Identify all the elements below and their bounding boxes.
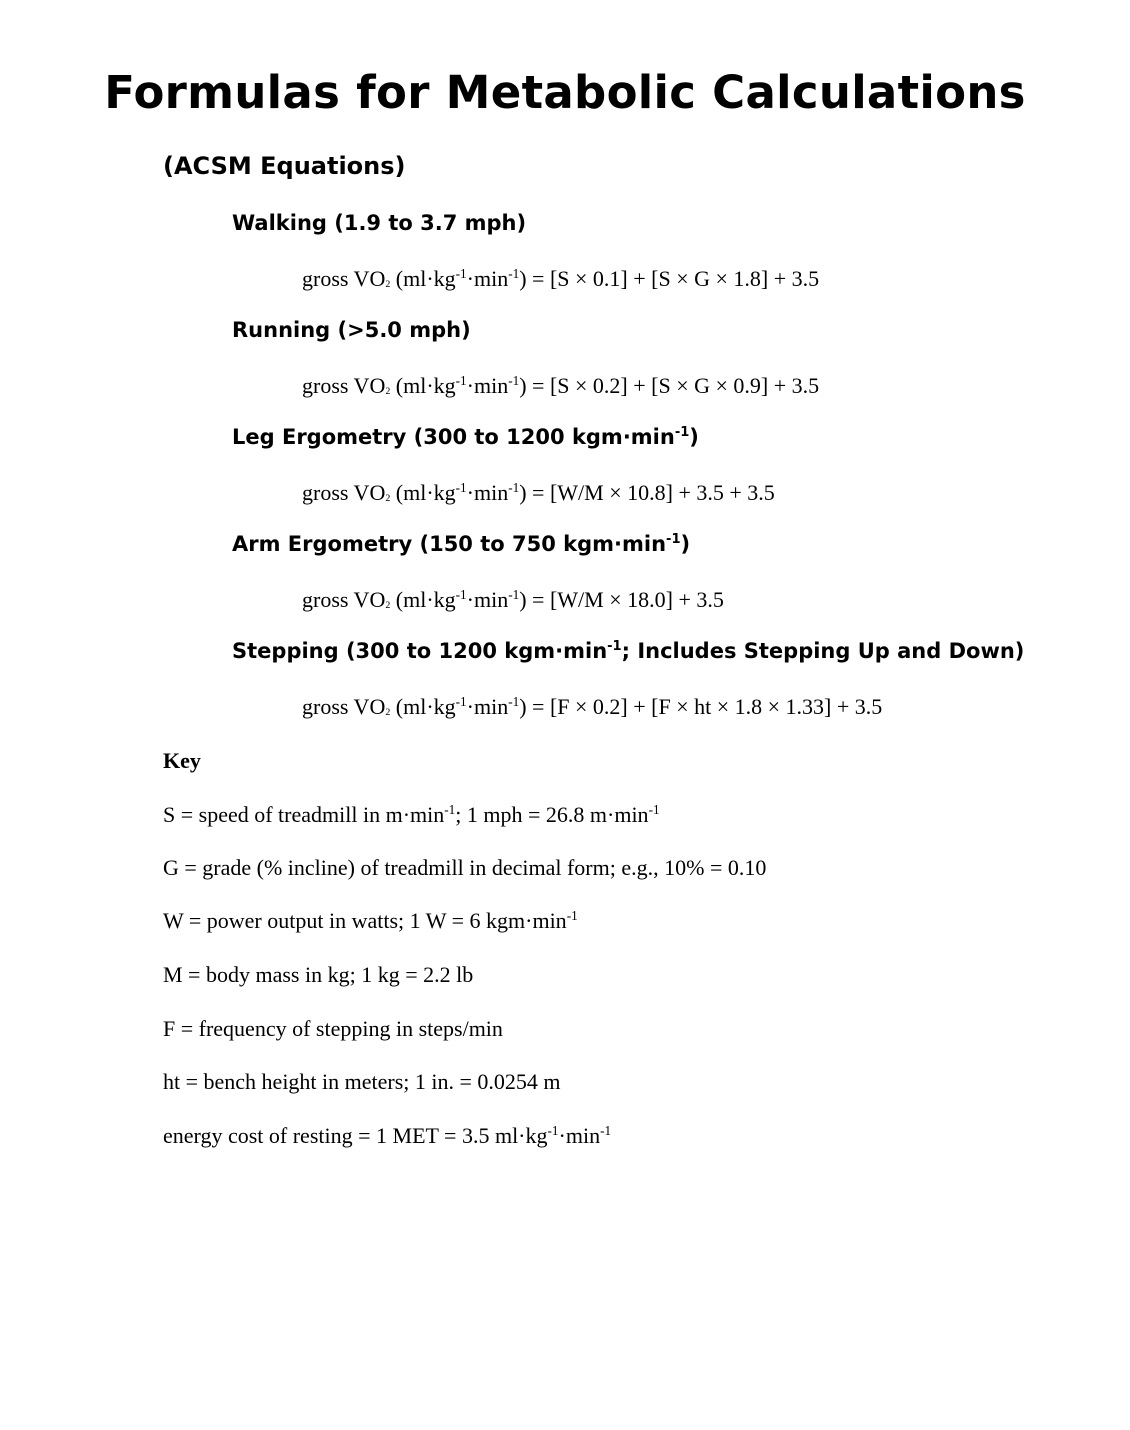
page-subtitle: (ACSM Equations) — [163, 152, 406, 180]
section-heading-running: Running (>5.0 mph) — [232, 318, 471, 342]
section-heading-arm-ergometry: Arm Ergometry (150 to 750 $kgm\cdot\min^{-1}$) — [232, 532, 691, 556]
equation-running: gross $VO_2$ $(ml\cdot kg^{-1}\cdot\min^{-1}) = [S \times 0.2] + [S \times G \times 0.9] + 3.5$ — [302, 373, 820, 398]
section-heading-leg-ergometry: Leg Ergometry (300 to 1200 $kgm\cdot\min^{-1}$) — [232, 425, 699, 449]
key-item-w: W = power output in watts; 1 W = 6 $kgm\cdot\min^{-1}$ — [163, 908, 578, 933]
page-title: Formulas for Metabolic Calculations — [104, 66, 1026, 119]
key-item-met: energy cost of resting = 1 MET = 3.5 $ml\cdot kg^{-1}\cdot\min^{-1}$ — [163, 1123, 612, 1148]
section-heading-walking: Walking (1.9 to 3.7 mph) — [232, 211, 527, 235]
equation-leg-ergometry: gross $VO_2$ $(ml\cdot kg^{-1}\cdot\min^{-1}) = [W/M \times 10.8] + 3.5 + 3.5$ — [302, 480, 775, 505]
equation-walking: gross $VO_2$ $(ml\cdot kg^{-1}\cdot\min^{-1}) = [S \times 0.1] + [S \times G \times 1.8] + 3.5$ — [302, 266, 820, 291]
key-item-g: G = grade (% incline) of treadmill in decimal form; e.g., 10% = 0.10 — [163, 855, 767, 880]
equation-arm-ergometry: gross $VO_2$ $(ml\cdot kg^{-1}\cdot\min^{-1}) = [W/M \times 18.0] + 3.5$ — [302, 587, 724, 612]
key-heading: Key — [163, 748, 201, 773]
key-item-ht: ht = bench height in meters; 1 in. = 0.0254 m — [163, 1069, 561, 1094]
key-item-m: M = body mass in kg; 1 kg = 2.2 lb — [163, 962, 474, 987]
key-item-f: F = frequency of stepping in steps/min — [163, 1016, 503, 1041]
equation-stepping: gross $VO_2$ $(ml\cdot kg^{-1}\cdot\min^{-1}) = [F \times 0.2] + [F$ × ht × 1.8 × 1.33] + 3.5 — [302, 694, 883, 719]
key-item-s: S = speed of treadmill in $m\cdot\min^{-1}$; 1 mph = 26.8 $m\cdot\min^{-1}$ — [163, 802, 660, 827]
section-heading-stepping: Stepping (300 to 1200 $kgm\cdot\min^{-1}$; Includes Stepping Up and Down) — [232, 639, 1025, 663]
